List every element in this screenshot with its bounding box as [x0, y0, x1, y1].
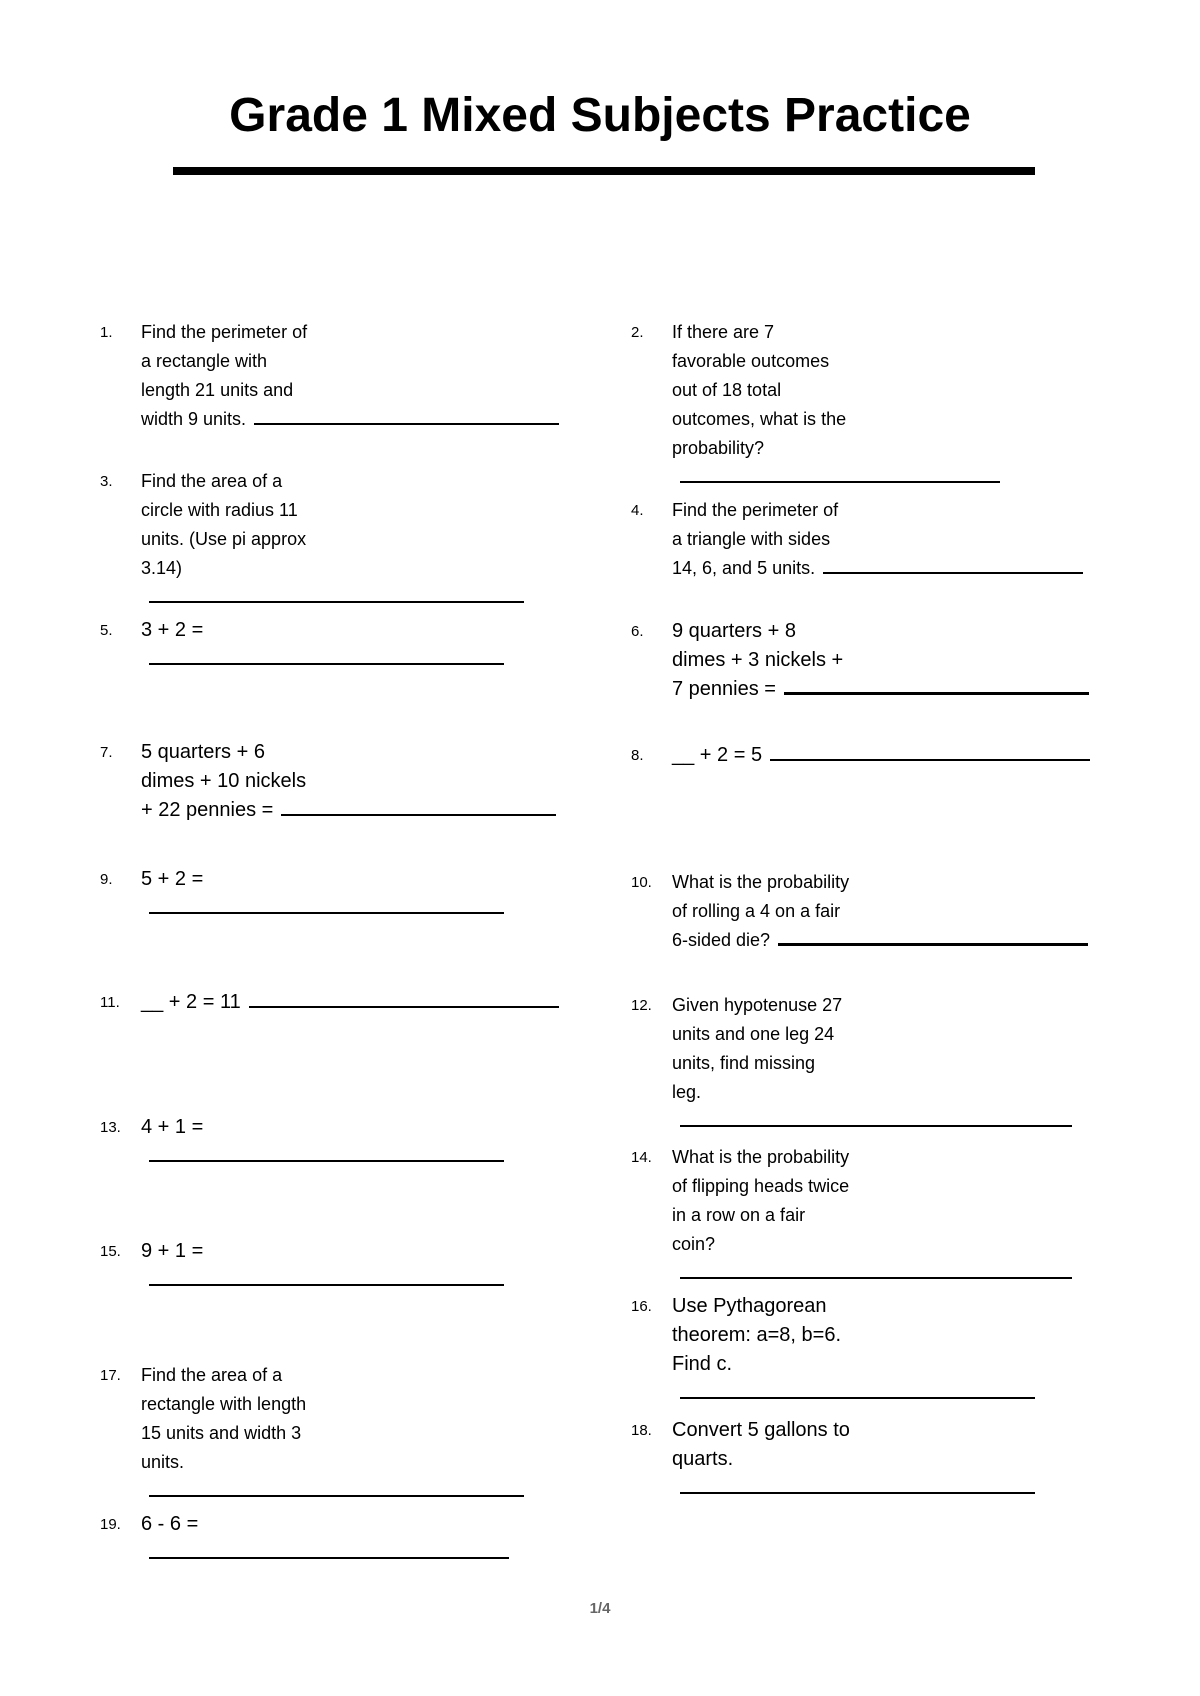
question-text: Find the perimeter of a rectangle with length 21 units and width 9 units.: [141, 322, 308, 429]
question-13: [100, 1113, 560, 1171]
question-number: 13.: [100, 1119, 121, 1136]
answer-blank[interactable]: [770, 758, 1090, 761]
question-number: 14.: [631, 1149, 652, 1166]
question-number: 10.: [631, 874, 652, 891]
question-4: [631, 496, 1091, 583]
answer-blank[interactable]: [784, 691, 1089, 695]
question-text: 4 + 1 =: [141, 1116, 204, 1138]
question-number: 9.: [100, 871, 113, 888]
question-2: [631, 318, 1091, 492]
question-text: Use Pythagorean theorem: a=8, b=6. Find c.: [672, 1295, 842, 1375]
answer-blank[interactable]: [149, 662, 504, 665]
question-16: [631, 1292, 1091, 1408]
answer-blank[interactable]: [254, 422, 559, 425]
question-number: 16.: [631, 1298, 652, 1315]
question-number: 2.: [631, 324, 644, 341]
question-text: Find the area of a circle with radius 11 units. (Use pi approx 3.14): [141, 471, 307, 578]
question-number: 15.: [100, 1243, 121, 1260]
page-number: 1/4: [589, 1600, 611, 1617]
answer-blank[interactable]: [680, 1491, 1035, 1494]
question-14: [631, 1143, 1091, 1288]
question-7: [100, 738, 560, 825]
question-number: 11.: [100, 994, 120, 1011]
question-text: 9 quarters + 8 dimes + 3 nickels + 7 pennies =: [672, 620, 844, 700]
question-text: Find the area of a rectangle with length 15 units and width 3 units.: [141, 1365, 307, 1472]
question-text: Find the perimeter of a triangle with sides 14, 6, and 5 units.: [672, 500, 839, 578]
answer-blank[interactable]: [680, 1124, 1072, 1127]
question-5: [100, 616, 560, 674]
question-11: [100, 988, 560, 1017]
question-number: 4.: [631, 502, 644, 519]
question-number: 12.: [631, 997, 652, 1014]
answer-blank[interactable]: [823, 571, 1083, 574]
answer-blank[interactable]: [680, 480, 1000, 483]
question-3: [100, 467, 560, 612]
page-title: Grade 1 Mixed Subjects Practice: [229, 89, 971, 142]
question-text: Given hypotenuse 27 units and one leg 24 units, find missing leg.: [672, 995, 843, 1102]
question-text: 5 quarters + 6 dimes + 10 nickels + 22 pennies =: [141, 741, 307, 821]
question-text: What is the probability of flipping heads twice in a row on a fair coin?: [672, 1147, 850, 1254]
question-12: [631, 991, 1091, 1136]
answer-blank[interactable]: [281, 813, 556, 816]
question-text: Convert 5 gallons to quarts.: [672, 1419, 850, 1470]
question-8: [631, 741, 1091, 770]
question-15: [100, 1237, 560, 1295]
question-text: __ + 2 = 5: [672, 744, 763, 766]
question-text: 6 - 6 =: [141, 1513, 199, 1535]
question-number: 1.: [100, 324, 113, 341]
question-text: 5 + 2 =: [141, 868, 204, 890]
question-text: If there are 7 favorable outcomes out of 18 total outcomes, what is the probability?: [672, 322, 847, 458]
question-number: 7.: [100, 744, 113, 761]
answer-blank[interactable]: [149, 1283, 504, 1286]
question-number: 8.: [631, 747, 644, 764]
question-text: 3 + 2 =: [141, 619, 204, 641]
answer-blank[interactable]: [149, 1494, 524, 1497]
title-divider: [173, 167, 1035, 175]
question-number: 19.: [100, 1516, 121, 1533]
question-17: [100, 1361, 560, 1506]
question-number: 18.: [631, 1422, 652, 1439]
answer-blank[interactable]: [680, 1276, 1072, 1279]
question-9: [100, 865, 560, 923]
answer-blank[interactable]: [778, 942, 1088, 946]
question-19: [100, 1510, 560, 1568]
question-10: [631, 868, 1091, 955]
question-text: What is the probability of rolling a 4 on a fair 6-sided die?: [672, 872, 850, 950]
question-1: [100, 318, 560, 434]
answer-blank[interactable]: [149, 600, 524, 603]
question-text: __ + 2 = 11: [141, 991, 241, 1013]
question-18: [631, 1416, 1091, 1503]
question-number: 6.: [631, 623, 644, 640]
answer-blank[interactable]: [149, 911, 504, 914]
question-number: 5.: [100, 622, 113, 639]
answer-blank[interactable]: [680, 1396, 1035, 1399]
question-number: 3.: [100, 473, 113, 490]
question-number: 17.: [100, 1367, 121, 1384]
answer-blank[interactable]: [249, 1005, 559, 1008]
question-6: [631, 617, 1091, 704]
answer-blank[interactable]: [149, 1556, 509, 1559]
answer-blank[interactable]: [149, 1159, 504, 1162]
question-text: 9 + 1 =: [141, 1240, 204, 1262]
